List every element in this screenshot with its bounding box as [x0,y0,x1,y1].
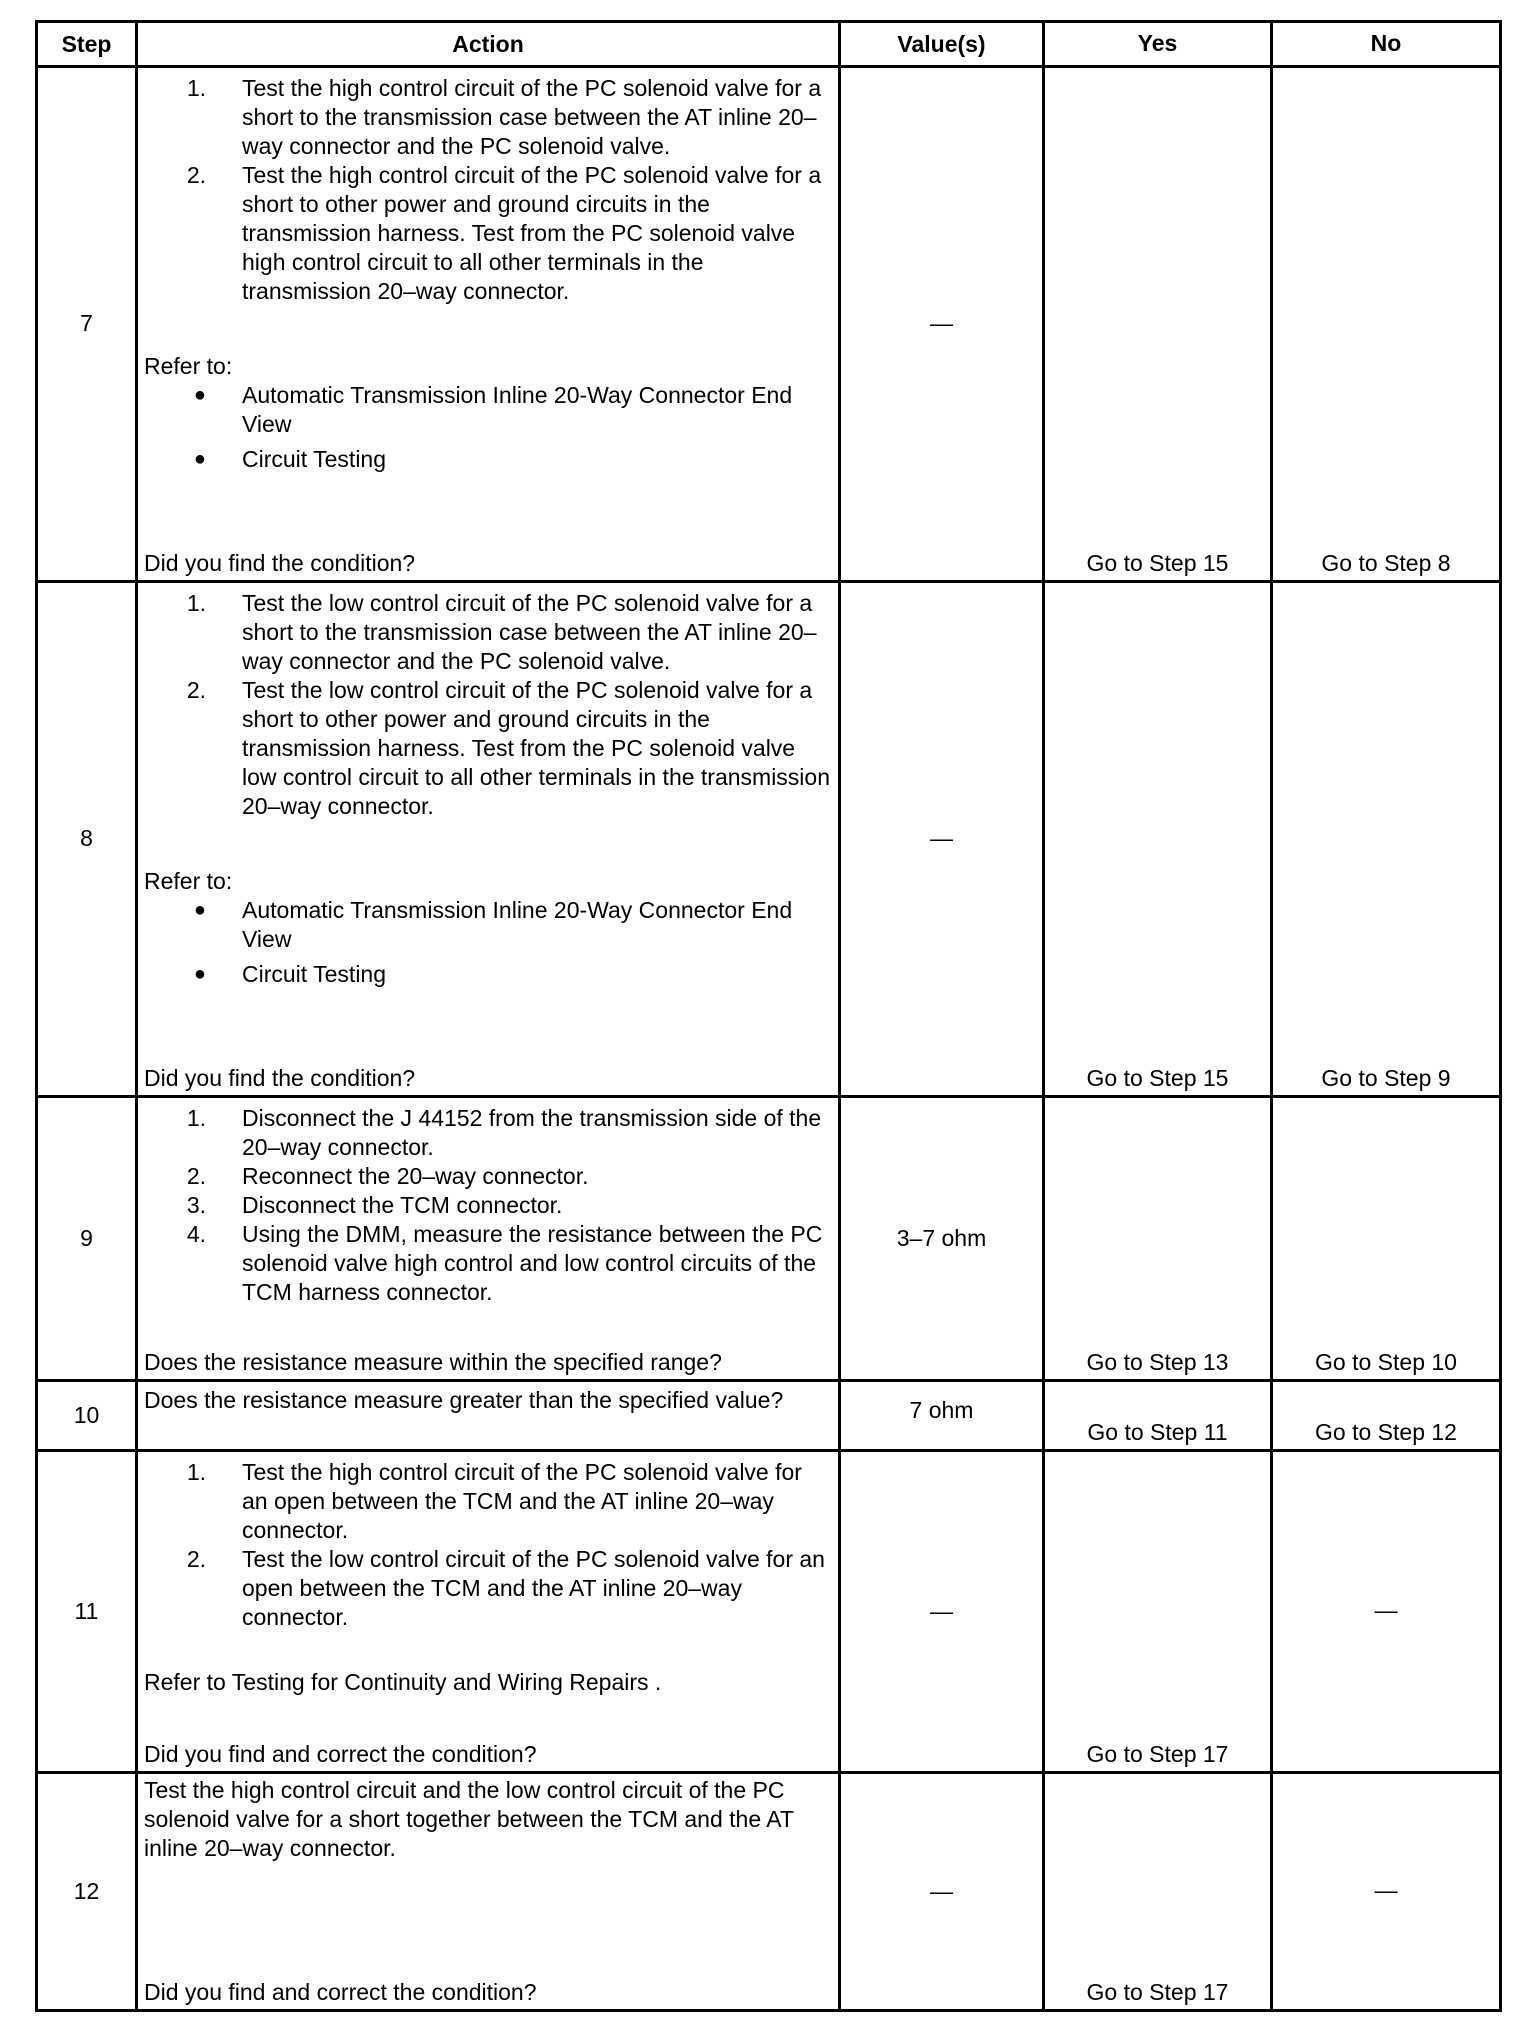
intro-text: Test the high control circuit and the low control circuit of the PC solenoid valve for a short together between the TCM and the AT inline 20–way connector. [144,1777,794,1862]
table-row [37,581,1501,1096]
header-row [37,22,1501,67]
no-link[interactable]: Go to Step 9 [1272,581,1501,1096]
reference-link[interactable]: ● Automatic Transmission Inline 20-Way Connector End View [144,381,832,439]
value-cell: — [840,1773,1044,2011]
list-item: 3. Disconnect the TCM connector. [186,1191,563,1218]
question-text: Does the resistance measure greater than the specified value? [144,1386,784,1413]
action-cell [137,581,840,1096]
question-text: Did you find the condition? [144,549,416,576]
list-item: 4. Using the DMM, measure the resistance between the PC solenoid valve high control and low control circuits of the TCM harness connector. [186,1220,823,1305]
yes-link[interactable]: Go to Step 11 [1044,1380,1272,1450]
reference-link[interactable]: ● Circuit Testing [144,960,832,989]
refer-text: Refer to: [144,867,233,894]
header-no: No [1272,22,1501,67]
no-value: — [1272,1773,1501,2011]
no-link[interactable]: Go to Step 10 [1272,1096,1501,1380]
table-row [37,1450,1501,1773]
value-cell: — [840,67,1044,582]
list-item: 1. Disconnect the J 44152 from the transmission side of the 20–way connector. [186,1104,822,1160]
action-steps [144,1458,832,1632]
action-steps [144,589,832,821]
yes-link[interactable]: Go to Step 13 [1044,1096,1272,1380]
list-item: 1. Test the high control circuit of the PC solenoid valve for an open between the TCM and the AT inline 20–way connector. [186,1458,802,1543]
step-number: 12 [37,1773,137,2011]
step-number: 7 [37,67,137,582]
no-value: — [1272,1450,1501,1773]
no-link[interactable]: Go to Step 8 [1272,67,1501,582]
action-cell [137,67,840,582]
action-cell [137,1380,840,1450]
bullet-icon: ● [193,962,206,985]
bullet-icon: ● [193,384,206,406]
question-text: Did you find the condition? [144,1064,416,1091]
step-number: 11 [37,1450,137,1773]
reference-link[interactable]: ● Circuit Testing [144,445,832,474]
no-link[interactable]: Go to Step 12 [1272,1380,1501,1450]
yes-link[interactable]: Go to Step 15 [1044,581,1272,1096]
reference-list [144,381,832,480]
value-cell: — [840,1450,1044,1773]
action-steps [144,1104,832,1307]
bullet-icon: ● [193,898,206,921]
table-row [37,1096,1501,1380]
diagnostic-table [35,20,1502,2012]
value-cell: — [840,581,1044,1096]
bullet-icon: ● [193,448,206,470]
question-text: Did you find and correct the condition? [144,1979,537,2005]
action-cell [137,1773,840,2011]
table-row [37,1773,1501,2011]
list-item: 2. Test the low control circuit of the PC solenoid valve for a short to other power and ground circuits in the transmission harness. Test from the PC solenoid valve low control circuit to all other terminals in the transmission 20–way connector. [186,676,831,819]
table-row [37,67,1501,582]
value-cell: 3–7 ohm [840,1096,1044,1380]
list-item: 1. Test the high control circuit of the PC solenoid valve for a short to the transmission case between the AT inline 20–way connector and the PC solenoid valve. [186,75,822,159]
yes-link[interactable]: Go to Step 17 [1044,1773,1272,2011]
header-values: Value(s) [840,22,1044,67]
list-item: 2. Reconnect the 20–way connector. [186,1162,589,1189]
table-row [37,1380,1501,1450]
step-number: 9 [37,1096,137,1380]
value-cell: 7 ohm [840,1380,1044,1450]
reference-list [144,896,832,995]
question-text: Does the resistance measure within the specified range? [144,1348,722,1375]
header-yes: Yes [1044,22,1272,67]
step-number: 10 [37,1380,137,1450]
yes-link[interactable]: Go to Step 15 [1044,67,1272,582]
header-step: Step [37,22,137,67]
action-cell [137,1096,840,1380]
action-cell [137,1450,840,1773]
header-action: Action [137,22,840,67]
list-item: 1. Test the low control circuit of the PC solenoid valve for a short to the transmission case between the AT inline 20–way connector and the PC solenoid valve. [186,589,817,674]
yes-link[interactable]: Go to Step 17 [1044,1450,1272,1773]
reference-link[interactable]: ● Automatic Transmission Inline 20-Way Connector End View [144,896,832,954]
refer-link[interactable]: Refer to Testing for Continuity and Wiring Repairs . [144,1668,662,1695]
refer-text: Refer to: [144,353,233,379]
question-text: Did you find and correct the condition? [144,1741,537,1768]
list-item: 2. Test the low control circuit of the PC solenoid valve for an open between the TCM and the AT inline 20–way connector. [186,1545,825,1630]
step-number: 8 [37,581,137,1096]
list-item: 2. Test the high control circuit of the PC solenoid valve for a short to other power and ground circuits in the transmission harness. Test from the PC solenoid valve high control circuit to all other terminals in the transmission 20–way connector. [186,162,822,304]
action-steps [144,74,832,306]
